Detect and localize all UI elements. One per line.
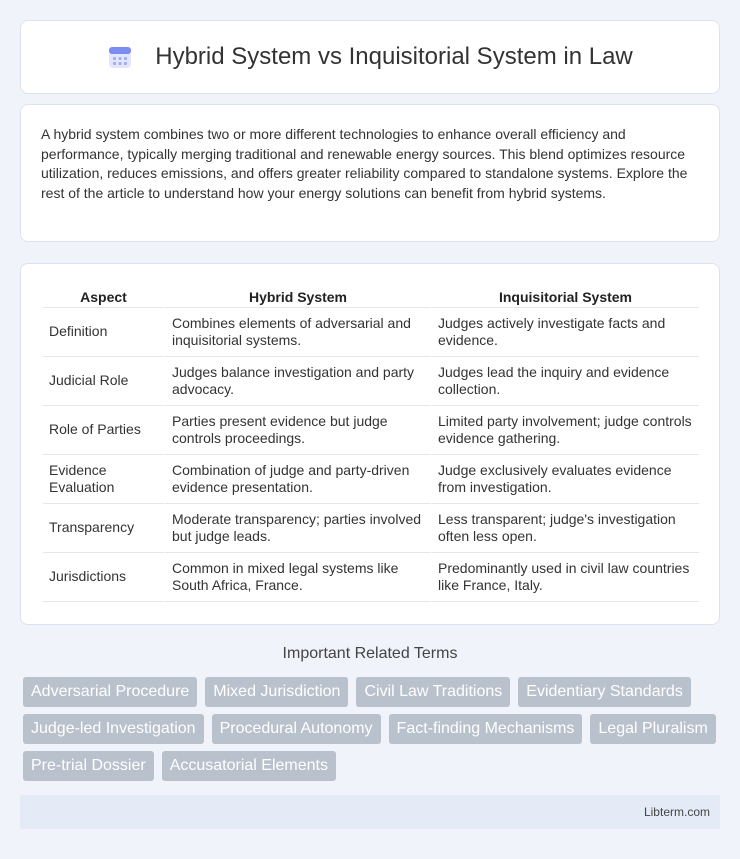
related-term-tag[interactable]: Civil Law Traditions bbox=[356, 677, 510, 707]
related-term-tag[interactable]: Procedural Autonomy bbox=[212, 714, 381, 744]
intro-card bbox=[20, 104, 720, 242]
table-row bbox=[43, 357, 699, 406]
comparison-table-card bbox=[20, 263, 720, 625]
footer bbox=[20, 795, 720, 829]
hybrid-cell: Common in mixed legal systems like South Africa, France. bbox=[164, 553, 430, 602]
hybrid-cell: Parties present evidence but judge controls proceedings. bbox=[164, 406, 430, 455]
table-row bbox=[43, 455, 699, 504]
related-term-tag[interactable]: Legal Pluralism bbox=[590, 714, 715, 744]
aspect-cell: Jurisdictions bbox=[43, 553, 164, 602]
related-term-tag[interactable]: Mixed Jurisdiction bbox=[205, 677, 348, 707]
inquisitorial-cell: Less transparent; judge's investigation often less open. bbox=[430, 504, 699, 553]
calendar-icon bbox=[107, 44, 133, 70]
related-term-tag[interactable]: Adversarial Procedure bbox=[23, 677, 197, 707]
column-header-aspect: Aspect bbox=[43, 286, 164, 308]
table-row bbox=[43, 553, 699, 602]
related-terms-heading: Important Related Terms bbox=[282, 645, 458, 662]
aspect-cell: Role of Parties bbox=[43, 406, 164, 455]
related-term-tag[interactable]: Evidentiary Standards bbox=[518, 677, 691, 707]
related-term-tag[interactable]: Accusatorial Elements bbox=[162, 751, 336, 781]
inquisitorial-cell: Judge exclusively evaluates evidence from investigation. bbox=[430, 455, 699, 504]
page-title: Hybrid System vs Inquisitorial System in Law bbox=[155, 43, 633, 70]
table-row bbox=[43, 406, 699, 455]
table-row bbox=[43, 308, 699, 357]
hybrid-cell: Combination of judge and party-driven evidence presentation. bbox=[164, 455, 430, 504]
related-term-tag[interactable]: Judge-led Investigation bbox=[23, 714, 204, 744]
hybrid-cell: Combines elements of adversarial and inquisitorial systems. bbox=[164, 308, 430, 357]
aspect-cell: Definition bbox=[43, 308, 164, 357]
footer-site-link[interactable]: Libterm.com bbox=[643, 805, 710, 819]
inquisitorial-cell: Judges actively investigate facts and evidence. bbox=[430, 308, 699, 357]
related-terms-list bbox=[23, 677, 723, 781]
comparison-table bbox=[43, 286, 699, 602]
aspect-cell: Transparency bbox=[43, 504, 164, 553]
hybrid-cell: Judges balance investigation and party advocacy. bbox=[164, 357, 430, 406]
inquisitorial-cell: Limited party involvement; judge controls evidence gathering. bbox=[430, 406, 699, 455]
table-row bbox=[43, 504, 699, 553]
related-term-tag[interactable]: Fact-finding Mechanisms bbox=[389, 714, 583, 744]
inquisitorial-cell: Predominantly used in civil law countries like France, Italy. bbox=[430, 553, 699, 602]
related-term-tag[interactable]: Pre-trial Dossier bbox=[23, 751, 154, 781]
intro-paragraph: A hybrid system combines two or more different technologies to enhance overall efficiency and performance, typically merging traditional and renewable energy sources. This blend optimizes resource utilization, reduces emissions, and offers greater reliability compared to standalone systems. Explore the rest of the article to understand how your energy solutions can benefit from hybrid systems. bbox=[41, 126, 688, 201]
aspect-cell: Judicial Role bbox=[43, 357, 164, 406]
column-header-hybrid: Hybrid System bbox=[164, 286, 430, 308]
header-card bbox=[20, 20, 720, 94]
inquisitorial-cell: Judges lead the inquiry and evidence collection. bbox=[430, 357, 699, 406]
table-header-row bbox=[43, 286, 699, 308]
hybrid-cell: Moderate transparency; parties involved but judge leads. bbox=[164, 504, 430, 553]
aspect-cell: Evidence Evaluation bbox=[43, 455, 164, 504]
column-header-inquisitorial: Inquisitorial System bbox=[430, 286, 699, 308]
